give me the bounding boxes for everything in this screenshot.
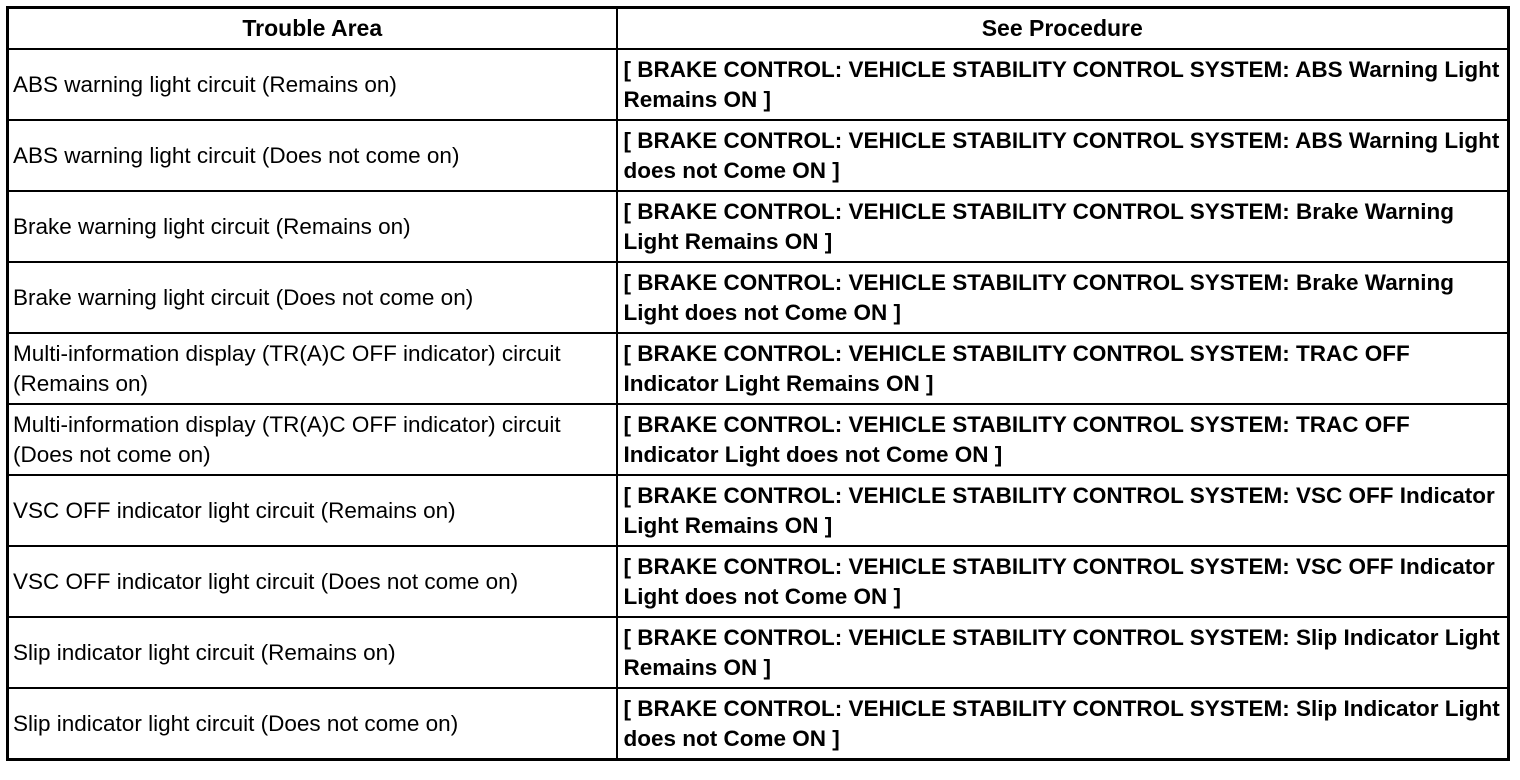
table-row: [8, 333, 1509, 404]
procedure-link[interactable]: [ BRAKE CONTROL: VEHICLE STABILITY CONTROL SYSTEM: VSC OFF Indicator Light does not Come ON ]: [617, 546, 1509, 617]
trouble-area-cell: VSC OFF indicator light circuit (Does not come on): [8, 546, 617, 617]
trouble-area-table: [6, 6, 1510, 761]
trouble-area-cell: ABS warning light circuit (Does not come on): [8, 120, 617, 191]
table-header-row: [8, 8, 1509, 50]
trouble-area-cell: Brake warning light circuit (Does not come on): [8, 262, 617, 333]
trouble-area-cell: ABS warning light circuit (Remains on): [8, 49, 617, 120]
trouble-area-cell: VSC OFF indicator light circuit (Remains on): [8, 475, 617, 546]
table-row: [8, 404, 1509, 475]
procedure-link[interactable]: [ BRAKE CONTROL: VEHICLE STABILITY CONTROL SYSTEM: Slip Indicator Light Remains ON ]: [617, 617, 1509, 688]
procedure-link[interactable]: [ BRAKE CONTROL: VEHICLE STABILITY CONTROL SYSTEM: Slip Indicator Light does not Come ON ]: [617, 688, 1509, 760]
trouble-area-cell: Slip indicator light circuit (Remains on): [8, 617, 617, 688]
table-row: [8, 617, 1509, 688]
trouble-area-cell: Brake warning light circuit (Remains on): [8, 191, 617, 262]
procedure-link[interactable]: [ BRAKE CONTROL: VEHICLE STABILITY CONTROL SYSTEM: TRAC OFF Indicator Light Remains ON ]: [617, 333, 1509, 404]
procedure-link[interactable]: [ BRAKE CONTROL: VEHICLE STABILITY CONTROL SYSTEM: ABS Warning Light does not Come ON ]: [617, 120, 1509, 191]
procedure-link[interactable]: [ BRAKE CONTROL: VEHICLE STABILITY CONTROL SYSTEM: VSC OFF Indicator Light Remains ON ]: [617, 475, 1509, 546]
table-row: [8, 546, 1509, 617]
header-trouble-area: Trouble Area: [8, 8, 617, 50]
table-row: [8, 191, 1509, 262]
table-row: [8, 120, 1509, 191]
trouble-area-cell: Slip indicator light circuit (Does not come on): [8, 688, 617, 760]
table-row: [8, 688, 1509, 760]
header-see-procedure: See Procedure: [617, 8, 1509, 50]
trouble-area-cell: Multi-information display (TR(A)C OFF indicator) circuit (Remains on): [8, 333, 617, 404]
trouble-area-table-container: [6, 6, 1510, 761]
procedure-link[interactable]: [ BRAKE CONTROL: VEHICLE STABILITY CONTROL SYSTEM: Brake Warning Light Remains ON ]: [617, 191, 1509, 262]
procedure-link[interactable]: [ BRAKE CONTROL: VEHICLE STABILITY CONTROL SYSTEM: TRAC OFF Indicator Light does not Come ON ]: [617, 404, 1509, 475]
table-row: [8, 475, 1509, 546]
table-row: [8, 49, 1509, 120]
trouble-area-cell: Multi-information display (TR(A)C OFF indicator) circuit (Does not come on): [8, 404, 617, 475]
procedure-link[interactable]: [ BRAKE CONTROL: VEHICLE STABILITY CONTROL SYSTEM: ABS Warning Light Remains ON ]: [617, 49, 1509, 120]
table-row: [8, 262, 1509, 333]
procedure-link[interactable]: [ BRAKE CONTROL: VEHICLE STABILITY CONTROL SYSTEM: Brake Warning Light does not Come ON ]: [617, 262, 1509, 333]
